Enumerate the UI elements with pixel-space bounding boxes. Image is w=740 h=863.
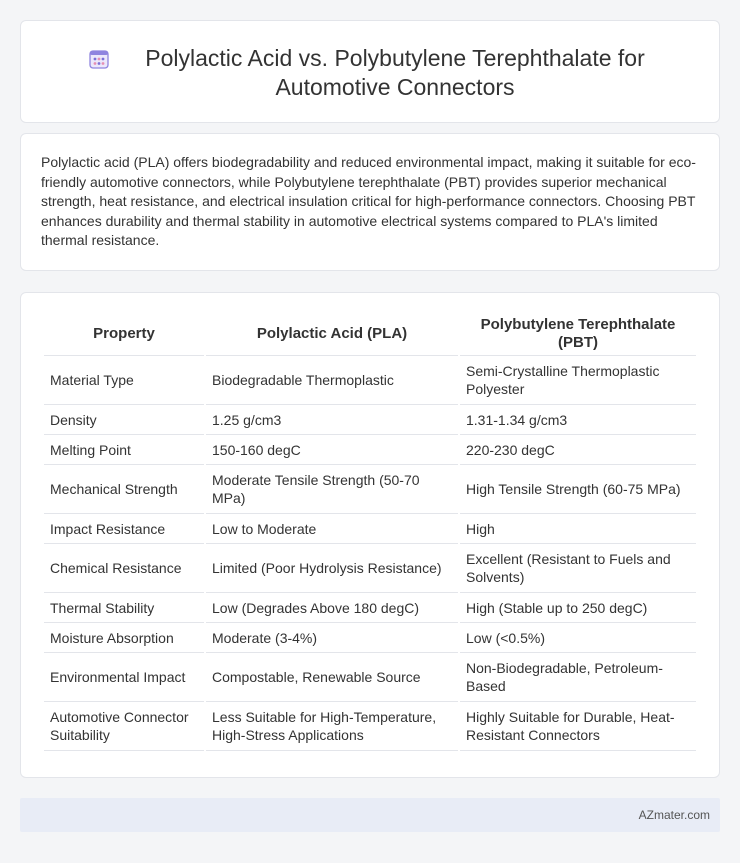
footer-brand[interactable]: AZmater.com bbox=[638, 808, 710, 822]
summary-card bbox=[20, 133, 720, 271]
property-cell: Melting Point bbox=[44, 435, 204, 465]
property-cell: Impact Resistance bbox=[44, 514, 204, 544]
pla-cell: 1.25 g/cm3 bbox=[206, 405, 458, 435]
page-title: Polylactic Acid vs. Polybutylene Terephthalate for Automotive Connectors bbox=[145, 45, 645, 100]
pla-cell: Less Suitable for High-Temperature, High-Stress Applications bbox=[206, 702, 458, 751]
table-row bbox=[44, 593, 696, 623]
property-cell: Thermal Stability bbox=[44, 593, 204, 623]
pbt-cell: High bbox=[460, 514, 696, 544]
pbt-cell: High (Stable up to 250 degC) bbox=[460, 593, 696, 623]
table-row bbox=[44, 514, 696, 544]
property-cell: Density bbox=[44, 405, 204, 435]
comparison-table bbox=[42, 313, 698, 751]
table-row bbox=[44, 435, 696, 465]
pbt-cell: Semi-Crystalline Thermoplastic Polyester bbox=[460, 356, 696, 405]
table-row bbox=[44, 405, 696, 435]
pbt-cell: 1.31-1.34 g/cm3 bbox=[460, 405, 696, 435]
pla-cell: 150-160 degC bbox=[206, 435, 458, 465]
pbt-cell: Excellent (Resistant to Fuels and Solvents) bbox=[460, 544, 696, 593]
property-cell: Automotive Connector Suitability bbox=[44, 702, 204, 751]
pbt-cell: Highly Suitable for Durable, Heat-Resistant Connectors bbox=[460, 702, 696, 751]
property-cell: Material Type bbox=[44, 356, 204, 405]
table-row bbox=[44, 702, 696, 751]
property-cell: Environmental Impact bbox=[44, 653, 204, 702]
table-row bbox=[44, 623, 696, 653]
header-property: Property bbox=[44, 313, 204, 356]
comparison-table-card bbox=[20, 292, 720, 778]
property-cell: Moisture Absorption bbox=[44, 623, 204, 653]
title-card bbox=[20, 20, 720, 123]
table-row bbox=[44, 544, 696, 593]
property-cell: Mechanical Strength bbox=[44, 465, 204, 514]
pla-cell: Low to Moderate bbox=[206, 514, 458, 544]
pbt-cell: High Tensile Strength (60-75 MPa) bbox=[460, 465, 696, 514]
pbt-cell: Low (<0.5%) bbox=[460, 623, 696, 653]
table-row bbox=[44, 356, 696, 405]
pla-cell: Biodegradable Thermoplastic bbox=[206, 356, 458, 405]
summary-text: Polylactic acid (PLA) offers biodegradability and reduced environmental impact, making it suitable for eco-friendly automotive connectors, while Polybutylene terephthalate (PBT) provides superior mechanical strength, heat resistance, and electrical insulation critical for high-performance connectors. Choosing PBT enhances durability and thermal stability in automotive electrical systems compared to PLA's limited thermal resistance. bbox=[41, 154, 696, 248]
pbt-cell: 220-230 degC bbox=[460, 435, 696, 465]
pbt-cell: Non-Biodegradable, Petroleum-Based bbox=[460, 653, 696, 702]
pla-cell: Moderate Tensile Strength (50-70 MPa) bbox=[206, 465, 458, 514]
pla-cell: Moderate (3-4%) bbox=[206, 623, 458, 653]
header-pla: Polylactic Acid (PLA) bbox=[206, 313, 458, 356]
property-cell: Chemical Resistance bbox=[44, 544, 204, 593]
table-header-row bbox=[44, 313, 696, 356]
footer-bar bbox=[20, 798, 720, 832]
table-row bbox=[44, 653, 696, 702]
pla-cell: Compostable, Renewable Source bbox=[206, 653, 458, 702]
table-row bbox=[44, 465, 696, 514]
pla-cell: Low (Degrades Above 180 degC) bbox=[206, 593, 458, 623]
pla-cell: Limited (Poor Hydrolysis Resistance) bbox=[206, 544, 458, 593]
header-pbt: Polybutylene Terephthalate (PBT) bbox=[460, 313, 696, 356]
